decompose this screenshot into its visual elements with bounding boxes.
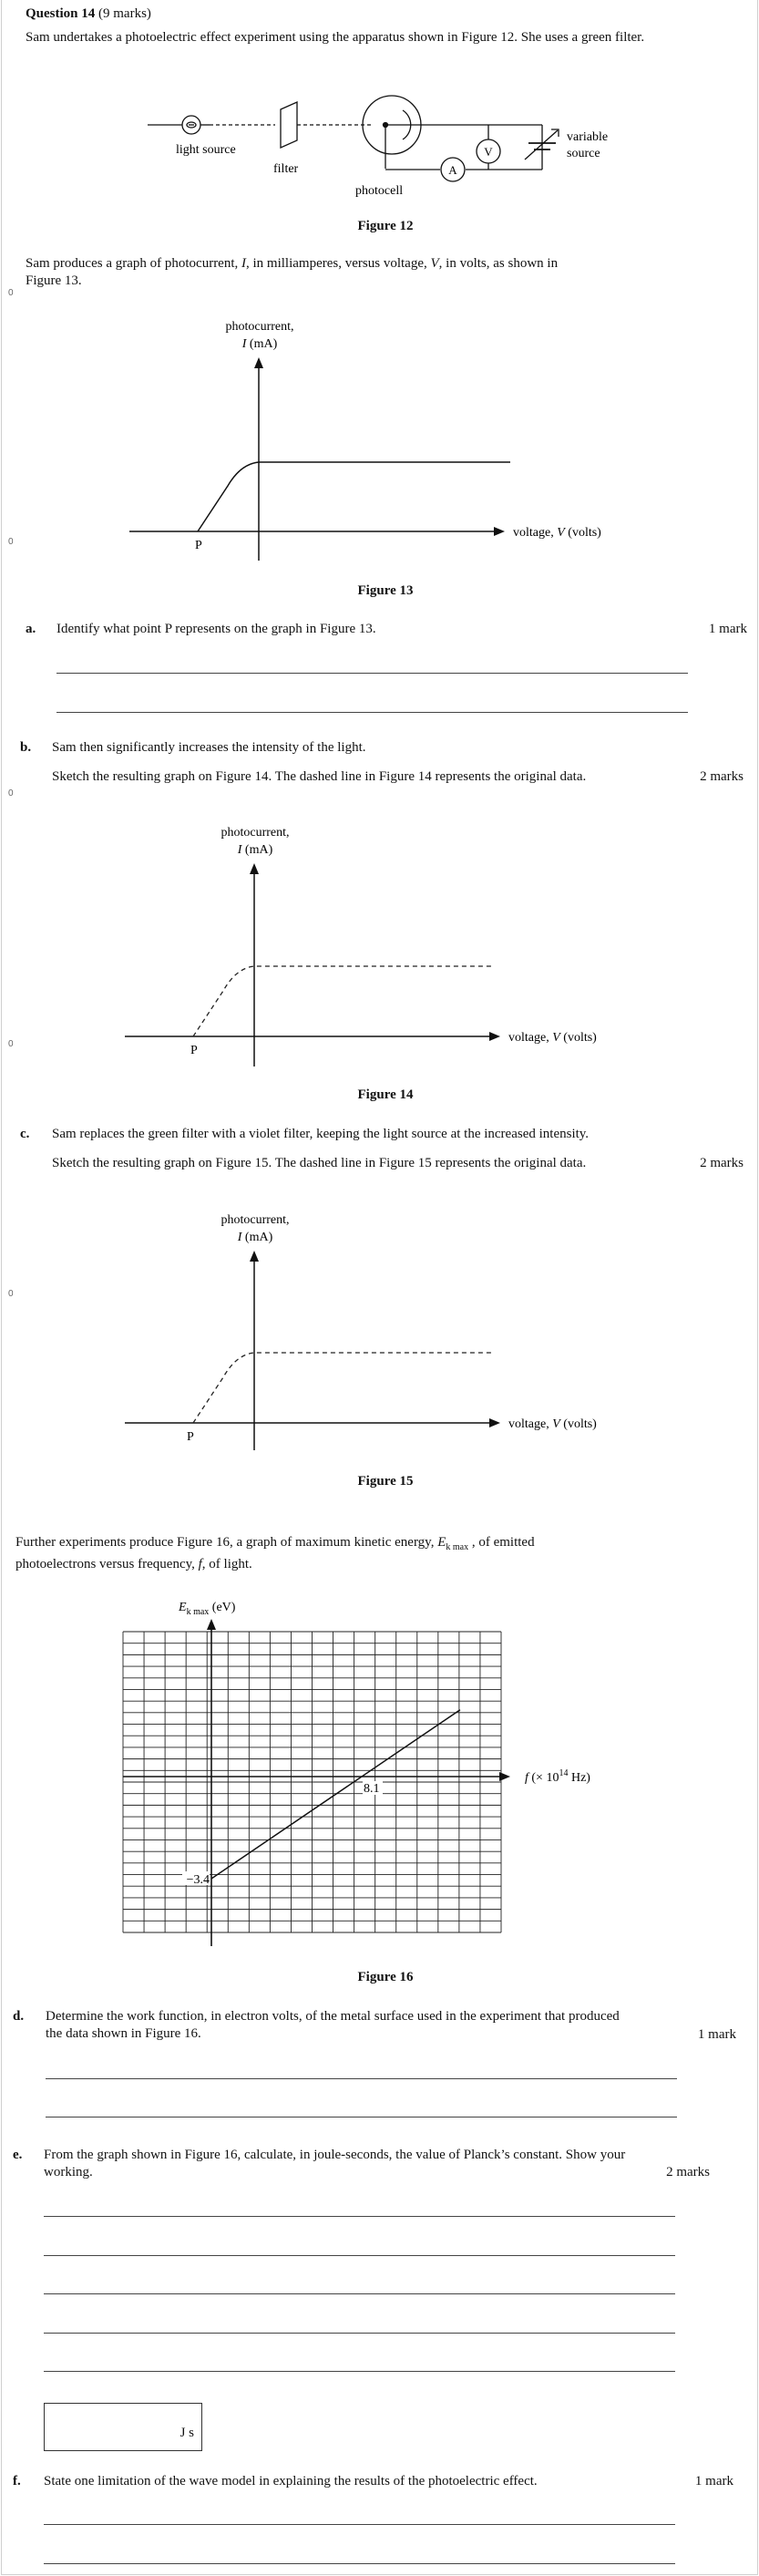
figure-16-caption: Figure 16: [357, 1970, 414, 1984]
further-part1: Further experiments produce Figure 16, a graph of maximum kinetic energy,: [15, 1535, 438, 1550]
further-line2-part2: , of light.: [201, 1557, 252, 1571]
part-f-marks: 1 mark: [694, 2474, 733, 2488]
answer-line[interactable]: [46, 2078, 677, 2079]
graph-intro-part2: , in milliamperes, versus voltage,: [246, 256, 431, 271]
figure-16-graph: [100, 1591, 629, 1951]
question-intro: Sam undertakes a photoelectric effect experiment using the apparatus shown in Figure 12. She uses a green filter.: [26, 30, 645, 45]
y-axis-arrow: [207, 1619, 216, 1630]
point-p-label: P: [190, 1044, 198, 1057]
part-a-letter: a.: [26, 622, 36, 636]
part-a-text: Identify what point P represents on the graph in Figure 13.: [56, 622, 376, 636]
part-d-letter: d.: [13, 2009, 25, 2024]
answer-line[interactable]: [56, 673, 688, 674]
y-axis-arrow: [254, 357, 263, 368]
x-axis-label: f (× $10^{14}$ Hz): [525, 1768, 590, 1785]
part-b-marks: 2 marks: [700, 769, 744, 784]
x-axis-arrow: [499, 1772, 510, 1781]
part-b-text2: Sketch the resulting graph on Figure 14. The dashed line in Figure 14 represents the original data.: [52, 769, 587, 784]
further-line2-part1: photoelectrons versus frequency,: [15, 1557, 199, 1571]
original-data-dashed-curve: [193, 1353, 494, 1423]
question-heading: Question 14: [26, 6, 96, 21]
y-axis-label-line1: photocurrent,: [221, 826, 290, 840]
further-E-sub: k max: [446, 1542, 469, 1552]
margin-mark: 0: [8, 788, 14, 799]
x-axis-arrow: [489, 1032, 500, 1041]
y-axis-label-line1: photocurrent,: [221, 1213, 290, 1227]
graph-intro-line2: Figure 13.: [26, 273, 82, 288]
variable-source-label-2: source: [567, 147, 600, 160]
point-p-label: P: [195, 539, 202, 552]
x-intercept-label: 8.1: [364, 1782, 380, 1796]
part-c-text1: Sam replaces the green filter with a violet filter, keeping the light source at the increased intensity.: [52, 1127, 590, 1141]
part-c-text2: Sketch the resulting graph on Figure 15. The dashed line in Figure 15 represents the original data.: [52, 1156, 587, 1170]
y-axis-label: $E_{k max}$ (eV): [179, 1601, 236, 1617]
further-part2: , of emitted: [468, 1535, 535, 1550]
figure-15-caption: Figure 15: [357, 1474, 414, 1489]
answer-line[interactable]: [56, 712, 688, 713]
filter-shape: [281, 102, 297, 148]
original-data-dashed-curve: [193, 966, 494, 1036]
y-axis-label-line2: I (mA): [237, 843, 273, 857]
part-e-letter: e.: [13, 2148, 23, 2162]
margin-mark: 0: [8, 1039, 14, 1049]
part-d-text: Determine the work function, in electron volts, of the metal surface used in the experiment that produced the data shown in Figure 16.: [46, 2009, 620, 2041]
part-f-letter: f.: [13, 2474, 21, 2488]
planck-answer-box[interactable]: [44, 2403, 202, 2451]
part-b-text1: Sam then significantly increases the intensity of the light.: [52, 740, 366, 755]
graph-intro-var-V: V: [430, 256, 439, 271]
answer-line[interactable]: [44, 2255, 675, 2256]
x-axis-label: voltage, V (volts): [508, 1417, 597, 1431]
question-header: [26, 5, 682, 23]
figure-13-caption: Figure 13: [357, 583, 414, 598]
part-d-marks: 1 mark: [697, 2027, 736, 2042]
graph-intro-part1: Sam produces a graph of photocurrent,: [26, 256, 242, 271]
part-c-letter: c.: [20, 1127, 30, 1141]
point-p-label: P: [187, 1430, 194, 1444]
further-text: [15, 1534, 681, 1573]
answer-line[interactable]: [44, 2524, 675, 2525]
y-axis-label-line2: I (mA): [241, 337, 278, 351]
graph-intro-var-I: I: [241, 256, 247, 271]
ammeter-label: A: [448, 163, 457, 177]
y-axis-label-line1: photocurrent,: [225, 320, 294, 334]
figure-14-caption: Figure 14: [357, 1087, 414, 1102]
filter-label: filter: [273, 162, 299, 176]
answer-line[interactable]: [44, 2563, 675, 2564]
x-axis-arrow: [489, 1418, 500, 1427]
figure-13-graph: [109, 314, 638, 565]
y-axis-arrow: [250, 1251, 259, 1262]
answer-line[interactable]: [44, 2371, 675, 2372]
light-source-label: light source: [176, 143, 236, 157]
question-marks-total: (9 marks): [98, 6, 151, 21]
part-f-text: State one limitation of the wave model in explaining the results of the photoelectric effect.: [44, 2474, 538, 2488]
answer-unit: J s: [179, 2426, 194, 2440]
further-f: f: [198, 1557, 202, 1571]
margin-mark: 0: [8, 288, 14, 298]
figure-12-apparatus: [137, 87, 629, 205]
variable-source-label-1: variable: [567, 130, 609, 144]
y-axis-label-line2: I (mA): [237, 1231, 273, 1244]
margin-mark: 0: [8, 537, 14, 547]
x-axis-label: voltage, V (volts): [508, 1031, 597, 1045]
x-axis-arrow: [494, 527, 505, 536]
answer-line[interactable]: [44, 2293, 675, 2294]
answer-line[interactable]: [44, 2216, 675, 2217]
graph-grid: [123, 1632, 501, 1932]
photocurrent-curve: [198, 462, 510, 531]
figure-12-caption: Figure 12: [357, 219, 414, 233]
margin-mark: 0: [8, 1289, 14, 1299]
figure-14-graph: [105, 820, 633, 1071]
photocell-label: photocell: [355, 184, 404, 198]
part-e-marks: 2 marks: [666, 2165, 710, 2179]
graph-intro-part3: , in volts, as shown in: [438, 256, 559, 271]
graph-intro-text: [26, 255, 691, 290]
y-intercept-label: −3.4: [186, 1873, 210, 1887]
part-c-marks: 2 marks: [700, 1156, 744, 1170]
part-e-text: From the graph shown in Figure 16, calculate, in joule-seconds, the value of Planck’s constant. Show your working.: [44, 2148, 626, 2179]
part-b-letter: b.: [20, 740, 32, 755]
voltmeter-label: V: [484, 145, 493, 159]
figure-15-graph: [105, 1208, 633, 1458]
x-axis-label: voltage, V (volts): [513, 526, 601, 540]
part-a-marks: 1 mark: [708, 622, 747, 636]
answer-line[interactable]: [44, 2333, 675, 2334]
y-axis-arrow: [250, 863, 259, 874]
further-E: E: [437, 1535, 446, 1550]
